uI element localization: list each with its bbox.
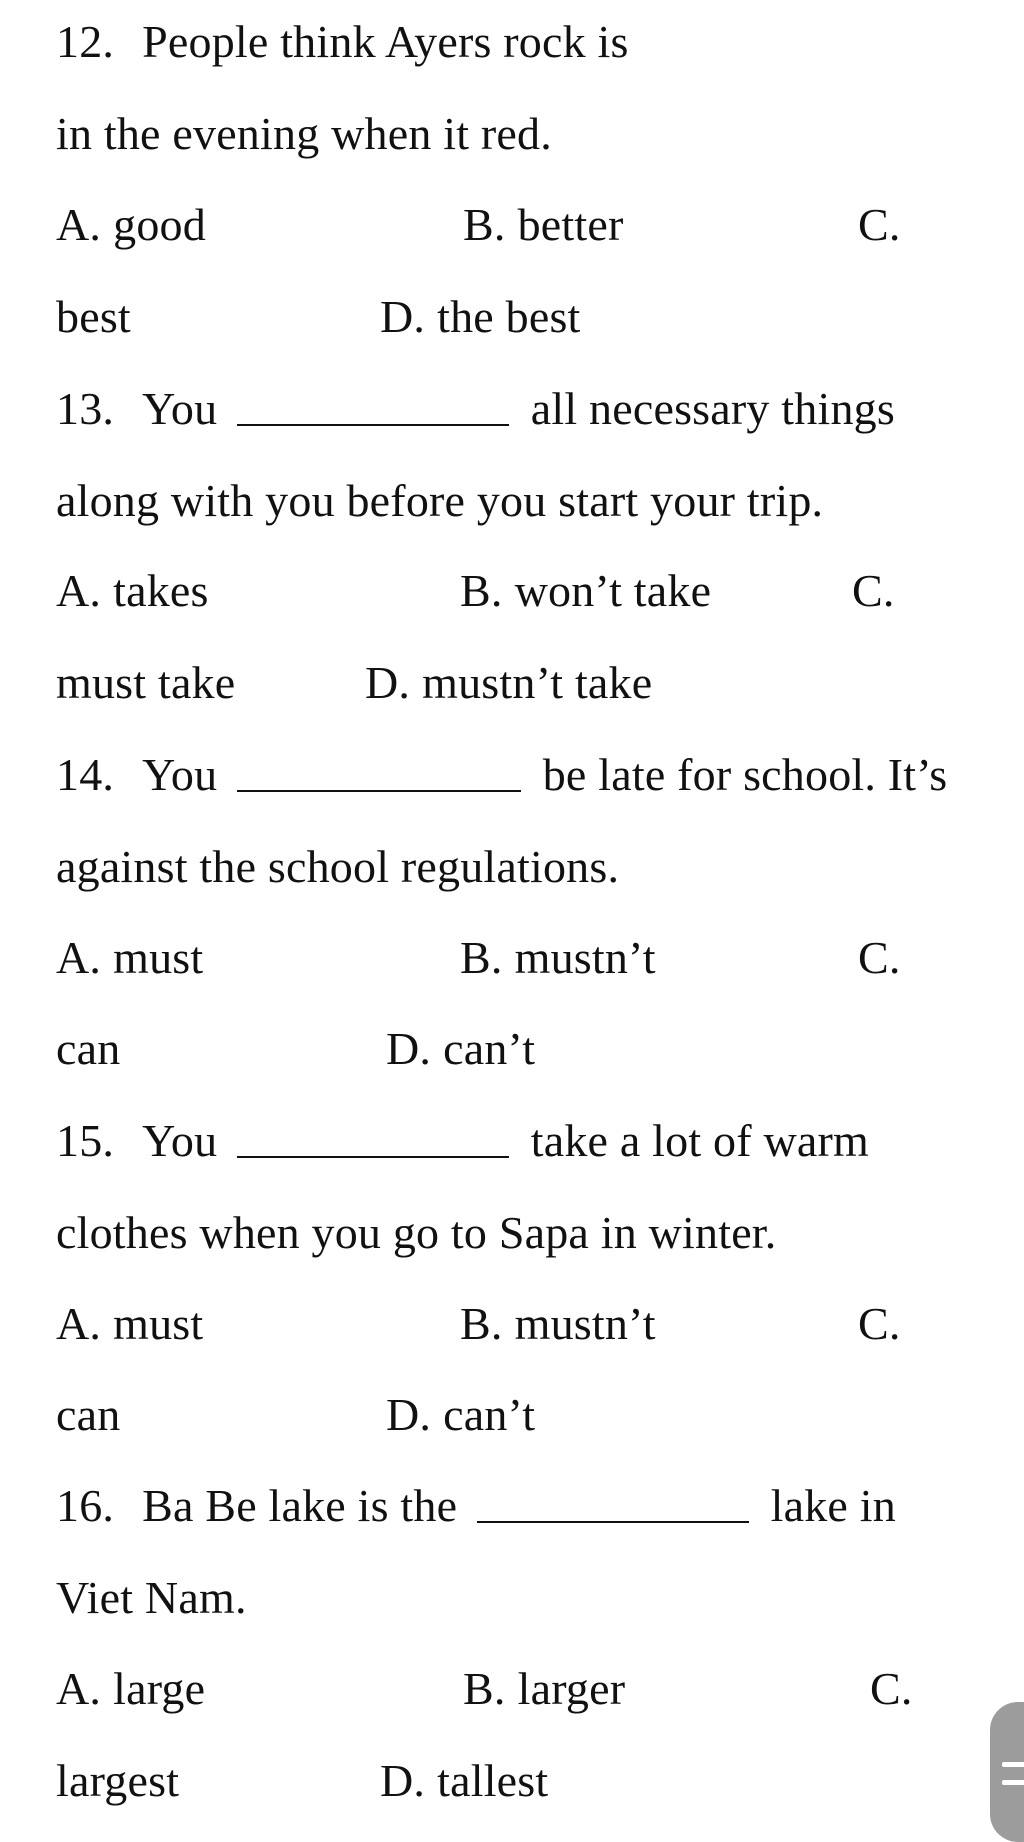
question-16-stem-line2: Viet Nam. — [56, 1572, 247, 1623]
question-14-option-c-letter: C. — [858, 932, 901, 983]
grip-line-icon — [1002, 1780, 1024, 1785]
question-12-option-a: A. good — [56, 199, 206, 250]
question-12-stem-line2: in the evening when it red. — [56, 108, 552, 159]
question-13-option-b: B. won’t take — [460, 565, 712, 616]
question-14-option-b: B. mustn’t — [460, 932, 656, 983]
question-number: 15. — [56, 1115, 115, 1166]
question-12-option-c-letter: C. — [858, 199, 901, 250]
question-15-option-a: A. must — [56, 1298, 204, 1349]
question-13-stem: 13. You all necessary things — [56, 383, 895, 434]
question-14-option-a: A. must — [56, 932, 204, 983]
question-number: 13. — [56, 383, 115, 434]
question-13-stem-line2: along with you before you start your trip. — [56, 475, 824, 526]
answer-blank — [237, 750, 521, 792]
question-13-option-c-text: must take — [56, 657, 236, 708]
question-12-option-b: B. better — [463, 199, 624, 250]
question-16-option-c-text: largest — [56, 1755, 180, 1806]
question-15-stem: 15. You take a lot of warm — [56, 1115, 869, 1166]
question-13-option-d: D. mustn’t take — [365, 657, 653, 708]
question-14-option-d: D. can’t — [386, 1023, 536, 1074]
answer-blank — [477, 1481, 749, 1523]
question-number: 16. — [56, 1480, 115, 1531]
answer-blank — [237, 1116, 509, 1158]
question-15-option-b: B. mustn’t — [460, 1298, 656, 1349]
question-text: People think Ayers rock is — [142, 16, 629, 67]
question-12-option-d: D. the best — [380, 291, 581, 342]
question-14-stem-line2: against the school regulations. — [56, 841, 620, 892]
question-14-option-c-text: can — [56, 1023, 121, 1074]
question-13-option-a: A. takes — [56, 565, 209, 616]
question-15-option-d: D. can’t — [386, 1389, 536, 1440]
question-16-option-a: A. large — [56, 1663, 206, 1714]
question-number: 14. — [56, 749, 115, 800]
question-number: 12. — [56, 16, 115, 67]
answer-blank — [237, 384, 509, 426]
question-16-option-c-letter: C. — [870, 1663, 913, 1714]
grip-line-icon — [1002, 1762, 1024, 1767]
question-16-stem: 16. Ba Be lake is the lake in — [56, 1480, 896, 1531]
question-15-option-c-letter: C. — [858, 1298, 901, 1349]
question-12-stem — [56, 14, 629, 70]
scroll-handle[interactable] — [990, 1702, 1024, 1842]
question-15-stem-line2: clothes when you go to Sapa in winter. — [56, 1207, 777, 1258]
question-14-stem: 14. You be late for school. It’s — [56, 749, 948, 800]
question-12-option-c-text: best — [56, 291, 131, 342]
question-15-option-c-text: can — [56, 1389, 121, 1440]
question-16-option-b: B. larger — [463, 1663, 626, 1714]
question-13-option-c-letter: C. — [852, 565, 895, 616]
question-16-option-d: D. tallest — [380, 1755, 549, 1806]
